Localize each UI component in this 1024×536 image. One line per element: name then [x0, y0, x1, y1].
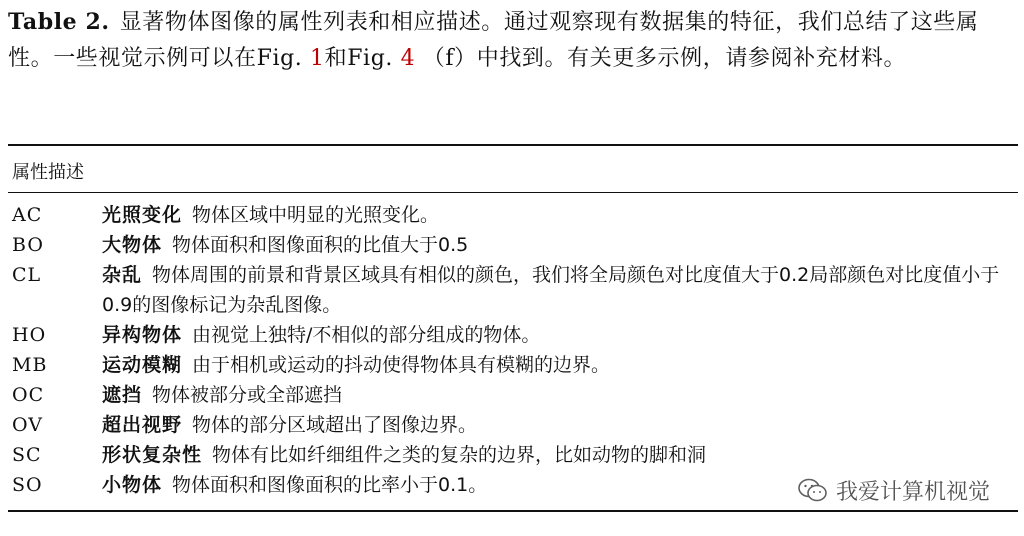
attribute-description: 物体被部分或全部遮挡 [152, 384, 343, 406]
table-row [12, 380, 1018, 410]
attribute-description: 由于相机或运动的抖动使得物体具有模糊的边界。 [192, 354, 611, 376]
attribute-code: HO [12, 324, 47, 346]
table-header: 属性描述 [12, 162, 84, 183]
table-row [12, 260, 1018, 320]
figure-ref-4[interactable]: 4 [400, 46, 416, 71]
attribute-term: 杂乱 [102, 264, 143, 286]
table-row [12, 440, 1018, 470]
attribute-code: OV [12, 414, 43, 436]
table-row [12, 350, 1018, 380]
table-bottom-rule [8, 510, 1018, 512]
figure-ref-1[interactable]: 1 [309, 46, 325, 71]
table-row [12, 200, 1018, 230]
attribute-description: 物体面积和图像面积的比值大于0.5 [172, 234, 469, 256]
table-caption [8, 4, 1018, 77]
attribute-term: 运动模糊 [102, 354, 183, 376]
table-row [12, 320, 1018, 350]
watermark-text: 我爱计算机视觉 [835, 480, 990, 505]
attribute-description: 由视觉上独特/不相似的部分组成的物体。 [192, 324, 541, 346]
attribute-code: OC [12, 384, 45, 406]
attribute-description: 物体有比如纤细组件之类的复杂的边界，比如动物的脚和洞 [212, 444, 707, 466]
attribute-term: 小物体 [102, 474, 163, 496]
attribute-term: 光照变化 [102, 204, 183, 226]
attribute-code: SO [12, 474, 43, 496]
attribute-code: SC [12, 444, 42, 466]
attribute-code: CL [12, 264, 42, 286]
table-row [12, 410, 1018, 440]
attribute-description: 物体区域中明显的光照变化。 [192, 204, 440, 226]
attribute-description: 物体的部分区域超出了图像边界。 [192, 414, 478, 436]
table-body [12, 200, 1018, 500]
attribute-term: 异构物体 [102, 324, 183, 346]
attribute-term: 超出视野 [102, 414, 183, 436]
attribute-description: 物体周围的前景和背景区域具有相似的颜色，我们将全局颜色对比度值大于0.2局部颜色对比度值小于0.9的图像标记为杂乱图像。 [102, 264, 1000, 316]
attribute-term: 形状复杂性 [102, 444, 203, 466]
attribute-term: 遮挡 [102, 384, 143, 406]
caption-text-c: （f）中找到。有关更多示例，请参阅补充材料。 [415, 46, 907, 71]
attribute-code: AC [12, 204, 43, 226]
table-header-rule [8, 192, 1018, 193]
attribute-code: MB [12, 354, 48, 376]
attribute-description: 物体面积和图像面积的比率小于0.1。 [172, 474, 488, 496]
caption-text-b: 和Fig. [324, 46, 401, 71]
table-label: Table 2. [8, 9, 110, 35]
table-row [12, 230, 1018, 260]
table-top-rule [8, 144, 1018, 146]
attribute-code: BO [12, 234, 44, 256]
caption-text-a: 显著物体图像的属性列表和相应描述。通过观察现有数据集的特征，我们总结了这些属性。一些视觉示例可以在Fig. [8, 10, 979, 71]
wechat-icon [798, 478, 828, 504]
attribute-term: 大物体 [102, 234, 163, 256]
watermark [798, 475, 990, 506]
